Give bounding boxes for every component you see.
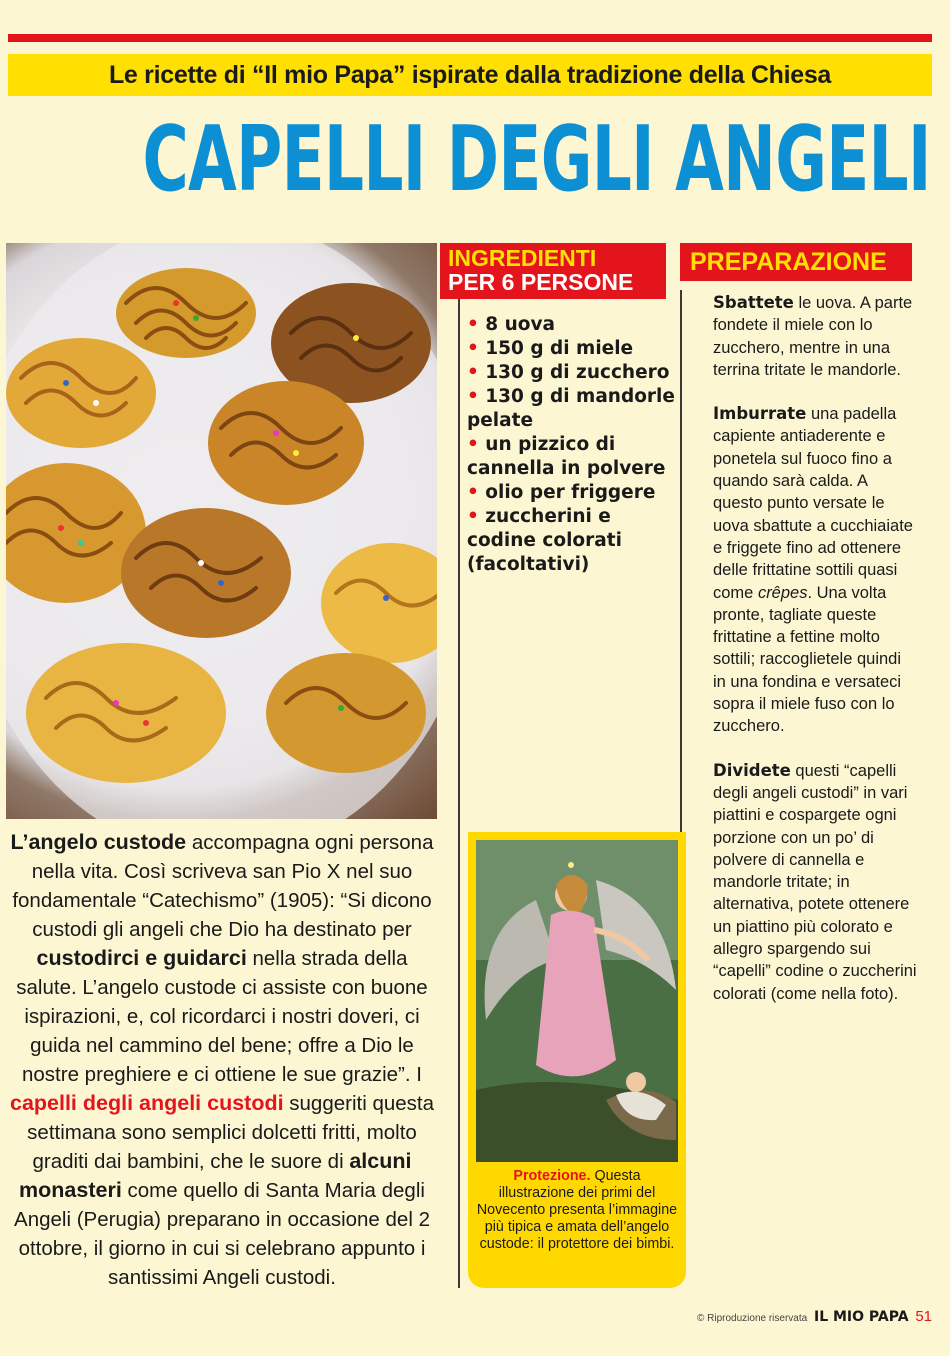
fritter-4 <box>208 381 364 505</box>
intro-emphasis-1: custodirci e guidarci <box>36 946 247 970</box>
fritter-8 <box>26 643 226 783</box>
page-title: CAPELLI DEGLI ANGELI <box>142 107 931 212</box>
fritter-1 <box>116 268 256 358</box>
list-item: • 130 g di zucchero <box>467 362 670 383</box>
ingredients-heading: INGREDIENTI PER 6 PERSONE <box>440 243 666 299</box>
list-item: • 150 g di miele <box>467 338 634 359</box>
fritter-6 <box>121 508 291 638</box>
list-item: • 130 g di mandorle pelate <box>467 386 675 431</box>
page-number: 51 <box>915 1308 932 1325</box>
series-kicker: Le ricette di “Il mio Papa” ispirate dalla tradizione della Chiesa <box>8 54 932 96</box>
list-item: • zuccherini e codine colorati (facoltativi) <box>467 506 622 575</box>
list-item: • 8 uova <box>467 314 556 335</box>
intro-text: L’angelo custode accompagna ogni persona nella vita. Così scriveva san Pio X nel suo fondamentale “Catechismo” (1905): “Si dicono custodi gli angeli che Dio ha destinato per custodirci e guidarci nella strada della salute. L’angelo custode ci assiste con buone ispirazioni, e, col ricordarci i nostri doveri, ci guida nel cammino del bene; offre a Dio le nostre preghiere e ci ottiene le sue grazie”. I capelli degli angeli custodi suggeriti questa settimana sono semplici dolcetti fritti, molto graditi dai bambini, che le suore di alcuni monasteri come quello di Santa Maria degli Angeli (Perugia) preparano in occasione del 2 ottobre, il giorno in cui si celebrano appunto i santissimi Angeli custodi. <box>9 830 435 1289</box>
illustration-caption: Protezione. Questa illustrazione dei primi del Novecento presenta l’immagine più tipica e amata dell’angelo custode: il protettore dei bimbi. <box>476 1168 678 1252</box>
page-footer <box>697 1308 932 1325</box>
preparation-text <box>713 292 918 1027</box>
column-divider <box>458 243 460 1288</box>
magazine-brand: IL MIO PAPA <box>813 1309 909 1325</box>
dish-photo <box>6 243 437 819</box>
fritter-9 <box>266 653 426 773</box>
intro-lead: L’angelo custode <box>10 830 187 854</box>
preparation-step: Dividete questi “capelli degli angeli custodi” in vari piattini e cospargete ogni porzione con un po’ di polvere di cannella e mandorle tritate; in alternativa, potete ottenere un piattino più colorato e allegro spargendo sui “capelli” codine o zuccherini colorati (come nella foto). <box>713 760 917 1003</box>
illustration-box <box>468 832 686 1288</box>
preparation-step: Sbattete le uova. A parte fondete il miele con lo zucchero, mentre in una terrina tritate le mandorle. <box>713 293 913 379</box>
intro-emphasis-red: capelli degli angeli custodi <box>9 1091 284 1115</box>
dish-photo-drawing <box>6 243 437 819</box>
intro-emphasis-2: alcuni monasteri <box>19 1149 412 1202</box>
preparation-heading: PREPARAZIONE <box>680 243 912 281</box>
top-rule <box>8 34 932 42</box>
fritter-2 <box>6 338 156 448</box>
list-item: • olio per friggere <box>467 482 656 503</box>
list-item: • un pizzico di cannella in polvere <box>467 434 666 479</box>
guardian-angel-illustration <box>476 840 678 1162</box>
copyright-note: © Riproduzione riservata <box>697 1313 808 1324</box>
ingredients-list <box>467 313 677 577</box>
preparation-step: Imburrate una padella capiente antiaderente e ponetela sul fuoco fino a quando sarà calda. A questo punto versate le uova sbattute a cucchiaiate e friggete fino ad ottenere delle frittatine sottili quasi come crêpes. Una volta pronte, tagliate queste frittatine a fettine molto sottili; raccoglietele quindi in una fondina e versateci sopra il miele fuso con lo zucchero. <box>713 404 913 736</box>
